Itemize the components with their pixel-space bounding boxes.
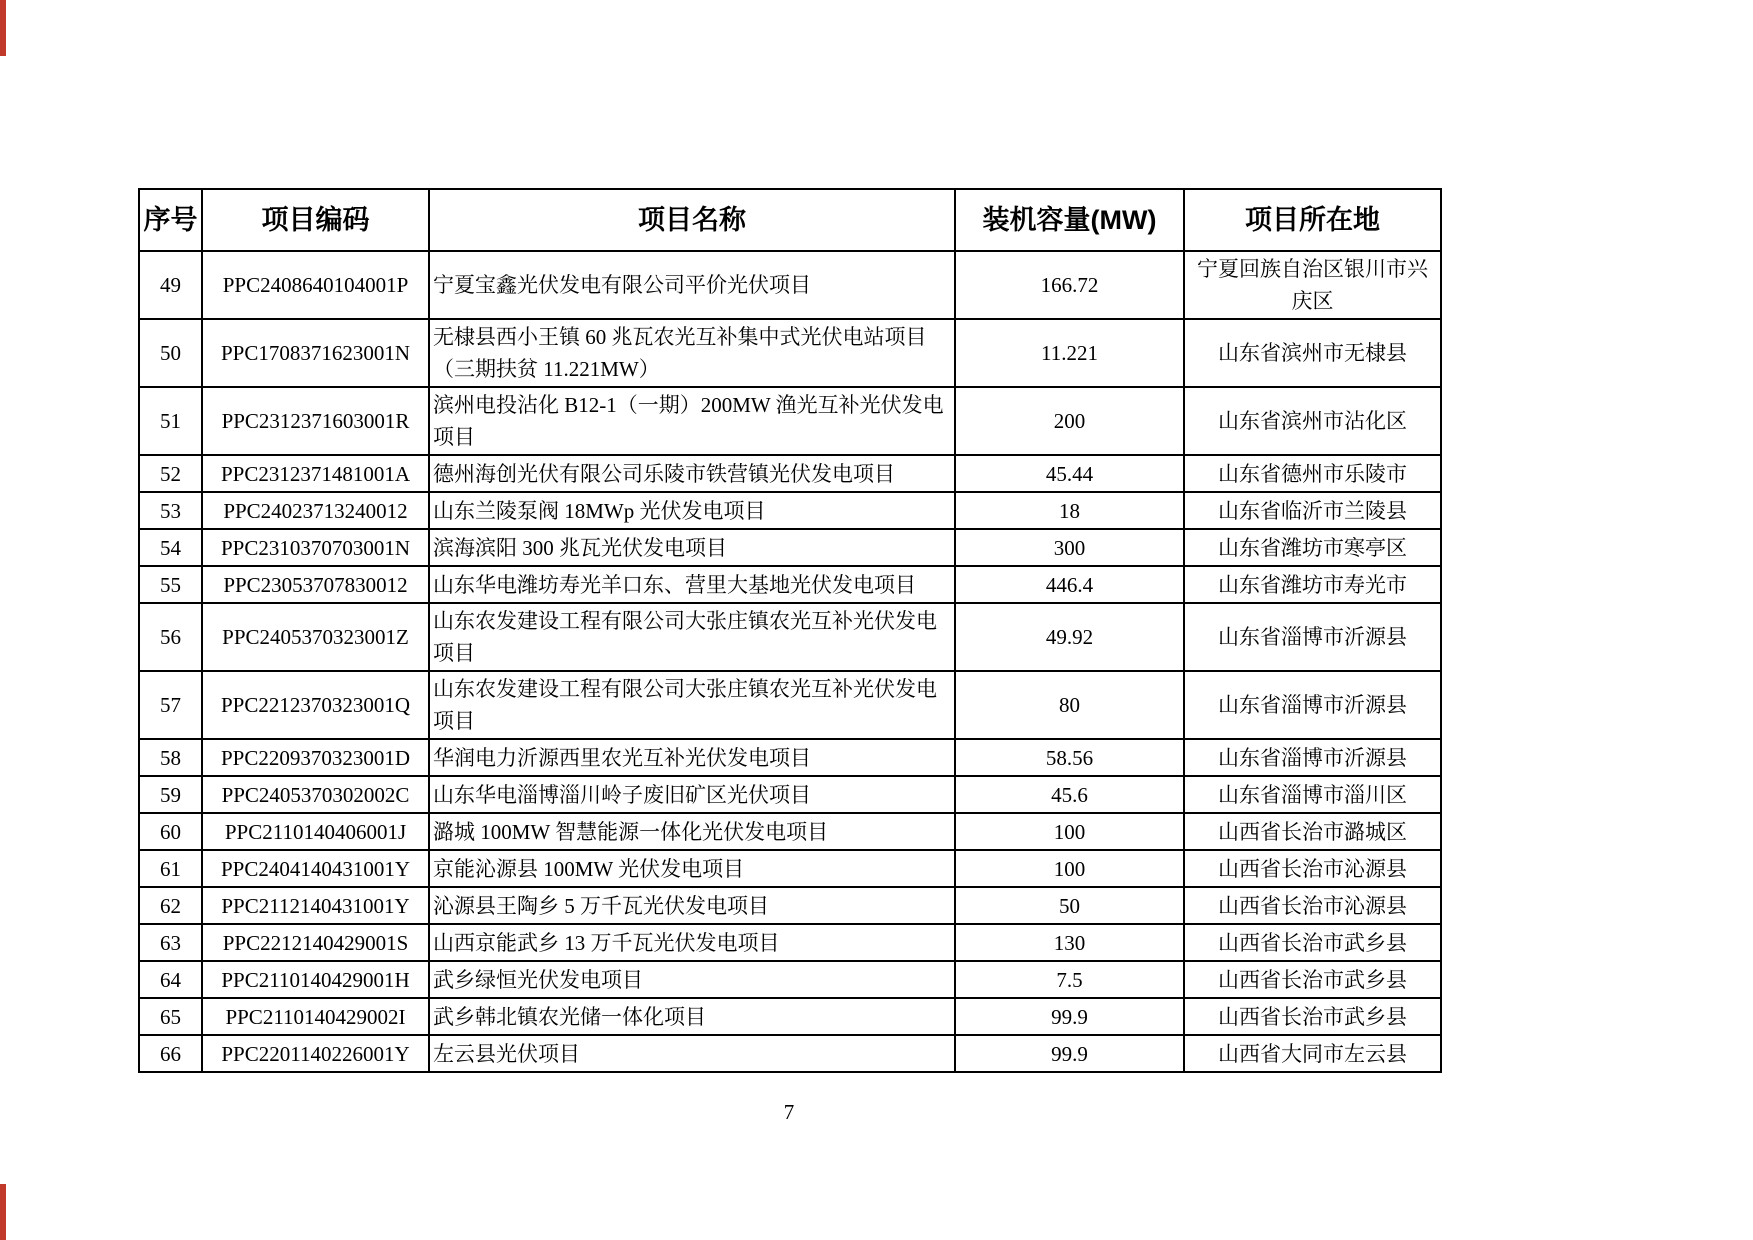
project-location: 山东省淄博市淄川区 (1184, 776, 1441, 813)
col-header-project-name: 项目名称 (429, 189, 955, 251)
capacity-mw: 49.92 (955, 603, 1184, 671)
project-name: 滨州电投沾化 B12-1（一期）200MW 渔光互补光伏发电项目 (429, 387, 955, 455)
scan-artifact-bottom (0, 1184, 6, 1240)
project-location: 山西省长治市武乡县 (1184, 998, 1441, 1035)
capacity-mw: 45.44 (955, 455, 1184, 492)
project-code: PPC2405370323001Z (202, 603, 429, 671)
table-row (139, 251, 1441, 319)
row-serial-number: 50 (139, 319, 202, 387)
project-location: 山东省滨州市无棣县 (1184, 319, 1441, 387)
capacity-mw: 18 (955, 492, 1184, 529)
project-name: 华润电力沂源西里农光互补光伏发电项目 (429, 739, 955, 776)
capacity-mw: 58.56 (955, 739, 1184, 776)
col-header-capacity: 装机容量(MW) (955, 189, 1184, 251)
project-location: 宁夏回族自治区银川市兴庆区 (1184, 251, 1441, 319)
project-location: 山西省大同市左云县 (1184, 1035, 1441, 1072)
project-location: 山西省长治市沁源县 (1184, 850, 1441, 887)
row-serial-number: 65 (139, 998, 202, 1035)
row-serial-number: 55 (139, 566, 202, 603)
capacity-mw: 99.9 (955, 998, 1184, 1035)
project-name: 无棣县西小王镇 60 兆瓦农光互补集中式光伏电站项目（三期扶贫 11.221MW） (429, 319, 955, 387)
project-location: 山东省淄博市沂源县 (1184, 739, 1441, 776)
project-code: PPC2408640104001P (202, 251, 429, 319)
project-name: 京能沁源县 100MW 光伏发电项目 (429, 850, 955, 887)
table-row (139, 566, 1441, 603)
capacity-mw: 100 (955, 850, 1184, 887)
project-code: PPC2110140406001J (202, 813, 429, 850)
row-serial-number: 56 (139, 603, 202, 671)
row-serial-number: 63 (139, 924, 202, 961)
project-location: 山西省长治市武乡县 (1184, 961, 1441, 998)
row-serial-number: 61 (139, 850, 202, 887)
row-serial-number: 54 (139, 529, 202, 566)
table-row (139, 319, 1441, 387)
project-code: PPC2310370703001N (202, 529, 429, 566)
project-location: 山东省淄博市沂源县 (1184, 671, 1441, 739)
row-serial-number: 66 (139, 1035, 202, 1072)
capacity-mw: 446.4 (955, 566, 1184, 603)
table-row (139, 387, 1441, 455)
table-row (139, 776, 1441, 813)
table-row (139, 492, 1441, 529)
project-name: 山西京能武乡 13 万千瓦光伏发电项目 (429, 924, 955, 961)
row-serial-number: 64 (139, 961, 202, 998)
col-header-location: 项目所在地 (1184, 189, 1441, 251)
capacity-mw: 300 (955, 529, 1184, 566)
project-name: 山东兰陵泵阀 18MWp 光伏发电项目 (429, 492, 955, 529)
table-header-row (139, 189, 1441, 251)
project-name: 武乡韩北镇农光储一体化项目 (429, 998, 955, 1035)
row-serial-number: 58 (139, 739, 202, 776)
project-location: 山东省临沂市兰陵县 (1184, 492, 1441, 529)
project-code: PPC2201140226001Y (202, 1035, 429, 1072)
capacity-mw: 130 (955, 924, 1184, 961)
table-row (139, 998, 1441, 1035)
capacity-mw: 11.221 (955, 319, 1184, 387)
table-row (139, 739, 1441, 776)
table-row (139, 813, 1441, 850)
project-code: PPC2405370302002C (202, 776, 429, 813)
col-header-project-code: 项目编码 (202, 189, 429, 251)
capacity-mw: 100 (955, 813, 1184, 850)
row-serial-number: 62 (139, 887, 202, 924)
project-location: 山西省长治市武乡县 (1184, 924, 1441, 961)
capacity-mw: 45.6 (955, 776, 1184, 813)
project-name: 德州海创光伏有限公司乐陵市铁营镇光伏发电项目 (429, 455, 955, 492)
project-location: 山东省潍坊市寒亭区 (1184, 529, 1441, 566)
row-serial-number: 57 (139, 671, 202, 739)
table-row (139, 455, 1441, 492)
row-serial-number: 52 (139, 455, 202, 492)
project-name: 沁源县王陶乡 5 万千瓦光伏发电项目 (429, 887, 955, 924)
project-name: 山东农发建设工程有限公司大张庄镇农光互补光伏发电项目 (429, 603, 955, 671)
table-row (139, 850, 1441, 887)
project-code: PPC2209370323001D (202, 739, 429, 776)
row-serial-number: 59 (139, 776, 202, 813)
row-serial-number: 53 (139, 492, 202, 529)
capacity-mw: 166.72 (955, 251, 1184, 319)
capacity-mw: 7.5 (955, 961, 1184, 998)
project-name: 左云县光伏项目 (429, 1035, 955, 1072)
project-location: 山东省滨州市沾化区 (1184, 387, 1441, 455)
table-row (139, 603, 1441, 671)
scan-artifact-top (0, 0, 6, 56)
project-code: PPC2110140429001H (202, 961, 429, 998)
table-row (139, 924, 1441, 961)
projects-table (138, 188, 1442, 1073)
project-code: PPC2212370323001Q (202, 671, 429, 739)
table-row (139, 1035, 1441, 1072)
table-body (139, 251, 1441, 1072)
project-location: 山东省淄博市沂源县 (1184, 603, 1441, 671)
col-header-serial: 序号 (139, 189, 202, 251)
capacity-mw: 200 (955, 387, 1184, 455)
project-location: 山东省潍坊市寿光市 (1184, 566, 1441, 603)
project-location: 山西省长治市潞城区 (1184, 813, 1441, 850)
project-name: 山东农发建设工程有限公司大张庄镇农光互补光伏发电项目 (429, 671, 955, 739)
capacity-mw: 80 (955, 671, 1184, 739)
row-serial-number: 51 (139, 387, 202, 455)
capacity-mw: 50 (955, 887, 1184, 924)
project-name: 山东华电淄博淄川岭子废旧矿区光伏项目 (429, 776, 955, 813)
project-code: PPC2312371603001R (202, 387, 429, 455)
project-code: PPC2112140431001Y (202, 887, 429, 924)
project-name: 滨海滨阳 300 兆瓦光伏发电项目 (429, 529, 955, 566)
table-row (139, 671, 1441, 739)
project-code: PPC24023713240012 (202, 492, 429, 529)
project-name: 潞城 100MW 智慧能源一体化光伏发电项目 (429, 813, 955, 850)
project-code: PPC2212140429001S (202, 924, 429, 961)
project-name: 宁夏宝鑫光伏发电有限公司平价光伏项目 (429, 251, 955, 319)
capacity-mw: 99.9 (955, 1035, 1184, 1072)
project-code: PPC2312371481001A (202, 455, 429, 492)
row-serial-number: 49 (139, 251, 202, 319)
row-serial-number: 60 (139, 813, 202, 850)
page-number: 7 (783, 1100, 795, 1124)
project-code: PPC2404140431001Y (202, 850, 429, 887)
table-row (139, 961, 1441, 998)
project-name: 武乡绿恒光伏发电项目 (429, 961, 955, 998)
table-row (139, 529, 1441, 566)
project-code: PPC1708371623001N (202, 319, 429, 387)
table-row (139, 887, 1441, 924)
project-location: 山东省德州市乐陵市 (1184, 455, 1441, 492)
project-code: PPC23053707830012 (202, 566, 429, 603)
project-location: 山西省长治市沁源县 (1184, 887, 1441, 924)
project-code: PPC2110140429002I (202, 998, 429, 1035)
project-name: 山东华电潍坊寿光羊口东、营里大基地光伏发电项目 (429, 566, 955, 603)
